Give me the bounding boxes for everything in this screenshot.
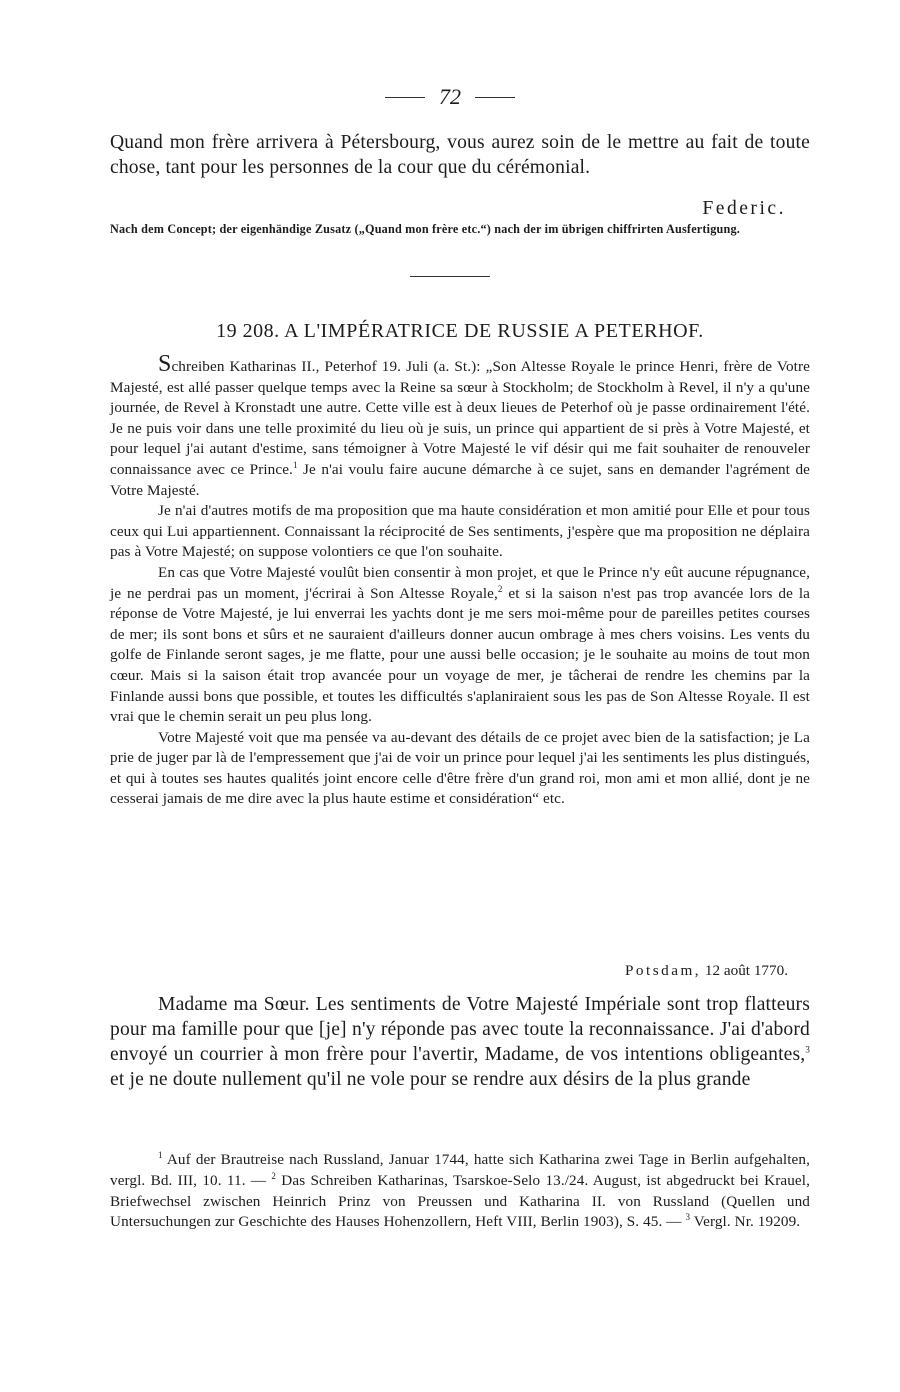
footnote-marker: 2 <box>271 1170 277 1181</box>
footnote-ref: 2 <box>497 583 503 594</box>
reply-text: et je ne doute nullement qu'il ne vole pour se rendre aux désirs de la plus grande <box>110 1069 751 1090</box>
quoted-paragraph-2: Je n'ai d'autres motifs de ma proposition que ma haute considération et mon amitié pour Elle et pour tous ceux qui Lui appartiennent. Connaissant la réciprocité de Ses sentiments, j'espère que ma proposition ne déplaira pas à Votre Majesté; on suppose volontiers ce que l'on souhaite. <box>110 502 810 561</box>
reply-letter-text <box>110 992 810 1092</box>
concept-note: Nach dem Concept; der eigenhändige Zusatz („Quand mon frère etc.“) nach der im übrigen chiffrirten Ausfertigung. <box>110 222 741 236</box>
reply-text: Madame ma Sœur. Les sentiments de Votre Majesté Impériale sont trop flatteurs pour ma famille pour que [je] n'y réponde pas avec toute la reconnaissance. J'ai d'abord envoyé un courrier à mon frère pour l'avertir, Madame, de vos intentions obligeantes, <box>110 994 810 1065</box>
quoted-paragraph-4: Votre Majesté voit que ma pensée va au-devant des détails de ce projet avec bien de la satisfaction; je La prie de juger par là de l'empressement que j'ai de voir un prince pour lequel j'ai les sentiments les plus distingués, et qui à toutes ses hautes qualités joint encore celle d'être frère d'un grand roi, mon ami et mon allié, dont je ne cesserai jamais de me dire avec la plus haute estime et considération“ etc. <box>110 728 810 808</box>
footnote-marker: 1 <box>158 1149 163 1160</box>
quoted-letter <box>110 351 810 810</box>
footnote-text: Auf der Brautreise nach Russland, Januar 1744, hatte sich Katharina zwei Tage in Berlin aufgehalten, vergl. Bd. III, 10. 11. — <box>110 1151 810 1189</box>
dateline-date: 12 août 1770. <box>704 962 788 979</box>
letter-number: 19 208. <box>216 320 280 342</box>
letter-title: A L'IMPÉRATRICE DE RUSSIE A PETERHOF. <box>284 320 704 342</box>
footnotes <box>110 1150 810 1233</box>
quoted-paragraph-3 <box>110 563 810 728</box>
letter-heading <box>110 320 810 343</box>
footnote-text: Vergl. Nr. 19209. <box>690 1213 801 1231</box>
page-number-rule-right <box>475 97 515 98</box>
footnote-ref: 1 <box>292 459 298 470</box>
page-number-text: 72 <box>439 84 461 109</box>
signature: Federic. <box>702 198 786 219</box>
quoted-text: chreiben Katharinas II., Peterhof 19. Juli (a. St.): „Son Altesse Royale le prince Henri, frère de Votre Majesté, est allé passer quelque temps avec la Reine sa sœur à Stockholm; de Stockholm à Revel, il n'y a qu'une journée, de Revel à Kronstadt une autre. Cette ville est à deux lieues de Peterhof où je passe ordinairement l'été. Je ne puis voir dans une telle proximité du lieu où je suis, un prince qui appartient de si près à Votre Majesté, et pour lequel j'ai autant d'estime, sans témoigner à Votre Majesté le vif désir qui me fait souhaiter de renouveler connaissance avec ce Prince. <box>110 358 810 478</box>
footnote-text: Das Schreiben Katharinas, Tsarskoe-Selo 13./24. August, ist abgedruckt bei Krauel, Briefwechsel zwischen Heinrich Prinz von Preussen und Katharina II. von Russland (Quellen und Untersuchungen zur Geschichte des Hauses Hohenzollern, Heft VIII, Berlin 1903), S. 45. — <box>110 1171 810 1231</box>
dateline <box>110 962 788 980</box>
footnote-marker: 3 <box>685 1212 691 1223</box>
quoted-text: Je n'ai voulu faire aucune démarche à ce sujet, sans en demander l'agrément de Votre Majesté. <box>110 460 810 499</box>
footnote-ref: 3 <box>805 1044 810 1055</box>
page-number-rule-left <box>385 97 425 98</box>
quoted-text: En cas que Votre Majesté voulût bien consentir à mon projet, et que le Prince n'y eût aucune répugnance, je ne perdrai pas un moment, j'écrirai à Son Altesse Royale, <box>110 563 810 602</box>
continued-letter-text: Quand mon frère arrivera à Pétersbourg, vous aurez soin de le mettre au fait de toute chose, tant pour les personnes de la cour que du cérémonial. <box>110 132 810 178</box>
quoted-text: et si la saison n'est pas trop avancée lors de la réponse de Votre Majesté, je lui enverrai les yachts dont je me sers moi-même pour de pareilles petites courses de mer; ils sont bons et sûrs et ne sauraient d'ailleurs donner aucun ombrage à mes chers voisins. Les vents du golfe de Finlande seront sages, je me flatte, pour une aussi belle occasion; je le souhaite au moins de tout mon cœur. Mais si la saison était trop avancée pour un voyage de mer, je tâcherai de rendre les chemins par la Finlande aussi bons que possible, et toutes les difficultés s'aplaniraient sous les pas de Son Altesse Royale. Il est vrai que le chemin serait un peu plus long. <box>110 584 810 726</box>
dateline-place: Potsdam, <box>624 962 702 979</box>
section-divider <box>410 276 490 277</box>
initial-letter: S <box>158 351 172 377</box>
quoted-paragraph-1 <box>110 351 810 501</box>
page-number <box>0 84 900 110</box>
